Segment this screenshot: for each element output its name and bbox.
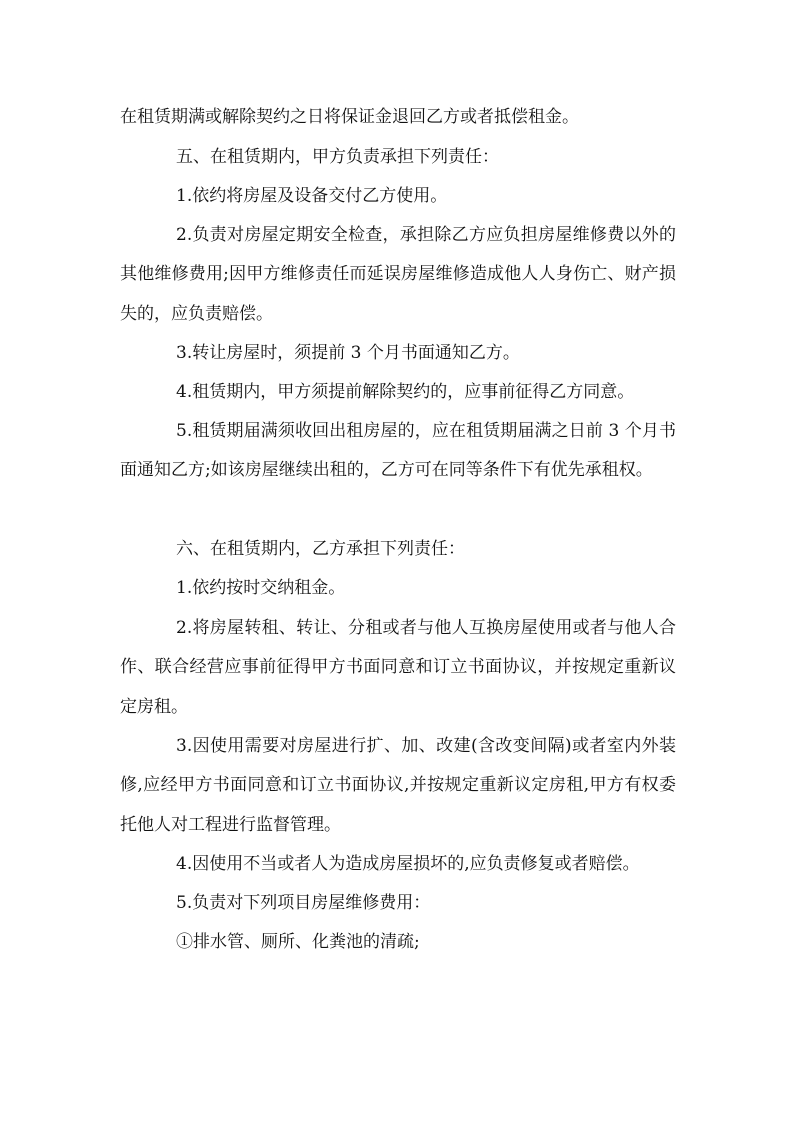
paragraph-section-six-item-5: 5.负责对下列项目房屋维修费用： bbox=[176, 893, 431, 913]
paragraph-section-six-heading: 六、在租赁期内，乙方承担下列责任： bbox=[176, 539, 465, 559]
paragraph-section-six-item-1: 1.依约按时交纳租金。 bbox=[176, 578, 346, 598]
paragraph-section-five-item-5: 5.租赁期届满须收回出租房屋的，应在租赁期届满之日前 3 个月书面通知乙方;如该房屋继续出租的，乙方可在同等条件下有优先承租权。 bbox=[120, 421, 676, 481]
paragraph-section-six-item-4: 4.因使用不当或者人为造成房屋损坏的,应负责修复或者赔偿。 bbox=[176, 854, 640, 874]
paragraph-section-six-item-2: 2.将房屋转租、转让、分租或者与他人互换房屋使用或者与他人合作、联合经营应事前征得甲方书面同意和订立书面协议，并按规定重新议定房租。 bbox=[120, 618, 676, 717]
paragraph-section-five-item-4: 4.租赁期内，甲方须提前解除契约的，应事前征得乙方同意。 bbox=[176, 382, 635, 402]
paragraph-section-five-heading: 五、在租赁期内，甲方负责承担下列责任： bbox=[176, 147, 499, 167]
paragraph-section-five-item-3: 3.转让房屋时，须提前 3 个月书面通知乙方。 bbox=[176, 343, 520, 363]
paragraph-section-six-item-3: 3.因使用需要对房屋进行扩、加、改建(含改变间隔)或者室内外装修,应经甲方书面同意和订立书面协议,并按规定重新议定房租,甲方有权委托他人对工程进行监督管理。 bbox=[120, 736, 676, 835]
paragraph-deposit-return: 在租赁期满或解除契约之日将保证金退回乙方或者抵偿租金。 bbox=[120, 107, 579, 127]
paragraph-section-five-item-1: 1.依约将房屋及设备交付乙方使用。 bbox=[176, 186, 448, 206]
paragraph-section-five-item-2: 2.负责对房屋定期安全检查，承担除乙方应负担房屋维修费以外的其他维修费用;因甲方维修责任而延误房屋维修造成他人人身伤亡、财产损失的，应负责赔偿。 bbox=[120, 225, 676, 324]
paragraph-repair-item-1: ①排水管、厕所、化粪池的清疏; bbox=[176, 932, 420, 952]
